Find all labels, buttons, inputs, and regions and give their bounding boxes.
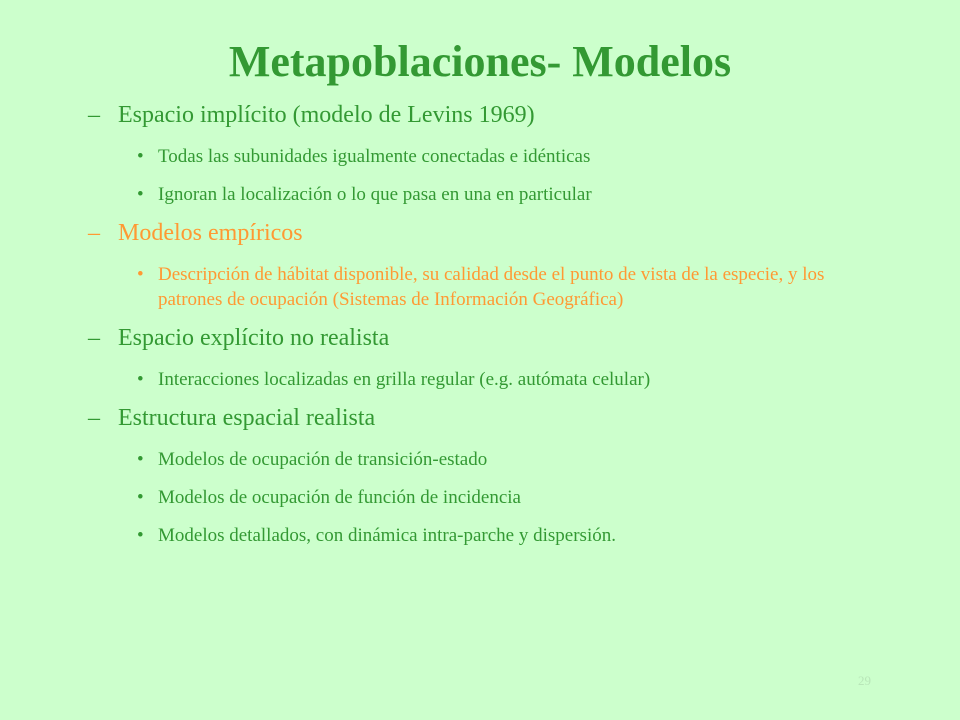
section-heading [88,218,888,248]
bullet-item [88,447,888,472]
bullet-marker: • [137,264,144,285]
bullet-text: Modelos de ocupación de transición-estado [158,449,488,470]
bullet-marker: • [137,449,144,470]
bullet-text: Ignoran la localización o lo que pasa en una en particular [158,184,592,205]
page-number: 29 [858,673,871,688]
section-heading [88,323,888,353]
bullet-item [88,262,888,312]
section-heading-text: Espacio explícito no realista [118,325,390,351]
bullet-marker: • [137,525,144,546]
section-heading [88,403,888,433]
bullet-text: Todas las subunidades igualmente conectadas e idénticas [158,146,591,167]
dash-marker: – [88,405,100,431]
section-heading-text: Espacio implícito (modelo de Levins 1969) [118,102,535,128]
dash-marker: – [88,220,100,246]
section-heading-text: Estructura espacial realista [118,405,376,431]
bullet-marker: • [137,184,144,205]
bullet-text: Descripción de hábitat disponible, su calidad desde el punto de vista de la especie, y los patrones de ocupación (Sistemas de Información Geográfica) [158,264,825,310]
bullet-text: Modelos detallados, con dinámica intra-parche y dispersión. [158,525,616,546]
slide-content [88,100,888,548]
bullet-marker: • [137,146,144,167]
dash-marker: – [88,325,100,351]
bullet-text: Modelos de ocupación de función de incidencia [158,487,521,508]
section-heading-text: Modelos empíricos [118,220,303,246]
bullet-item [88,367,888,392]
dash-marker: – [88,102,100,128]
bullet-marker: • [137,487,144,508]
bullet-item [88,523,888,548]
section-heading [88,100,888,130]
bullet-marker: • [137,369,144,390]
bullet-item [88,485,888,510]
slide-title: Metapoblaciones- Modelos [228,37,732,86]
bullet-item [88,182,888,207]
bullet-text: Interacciones localizadas en grilla regular (e.g. autómata celular) [158,369,651,390]
bullet-item [88,144,888,169]
